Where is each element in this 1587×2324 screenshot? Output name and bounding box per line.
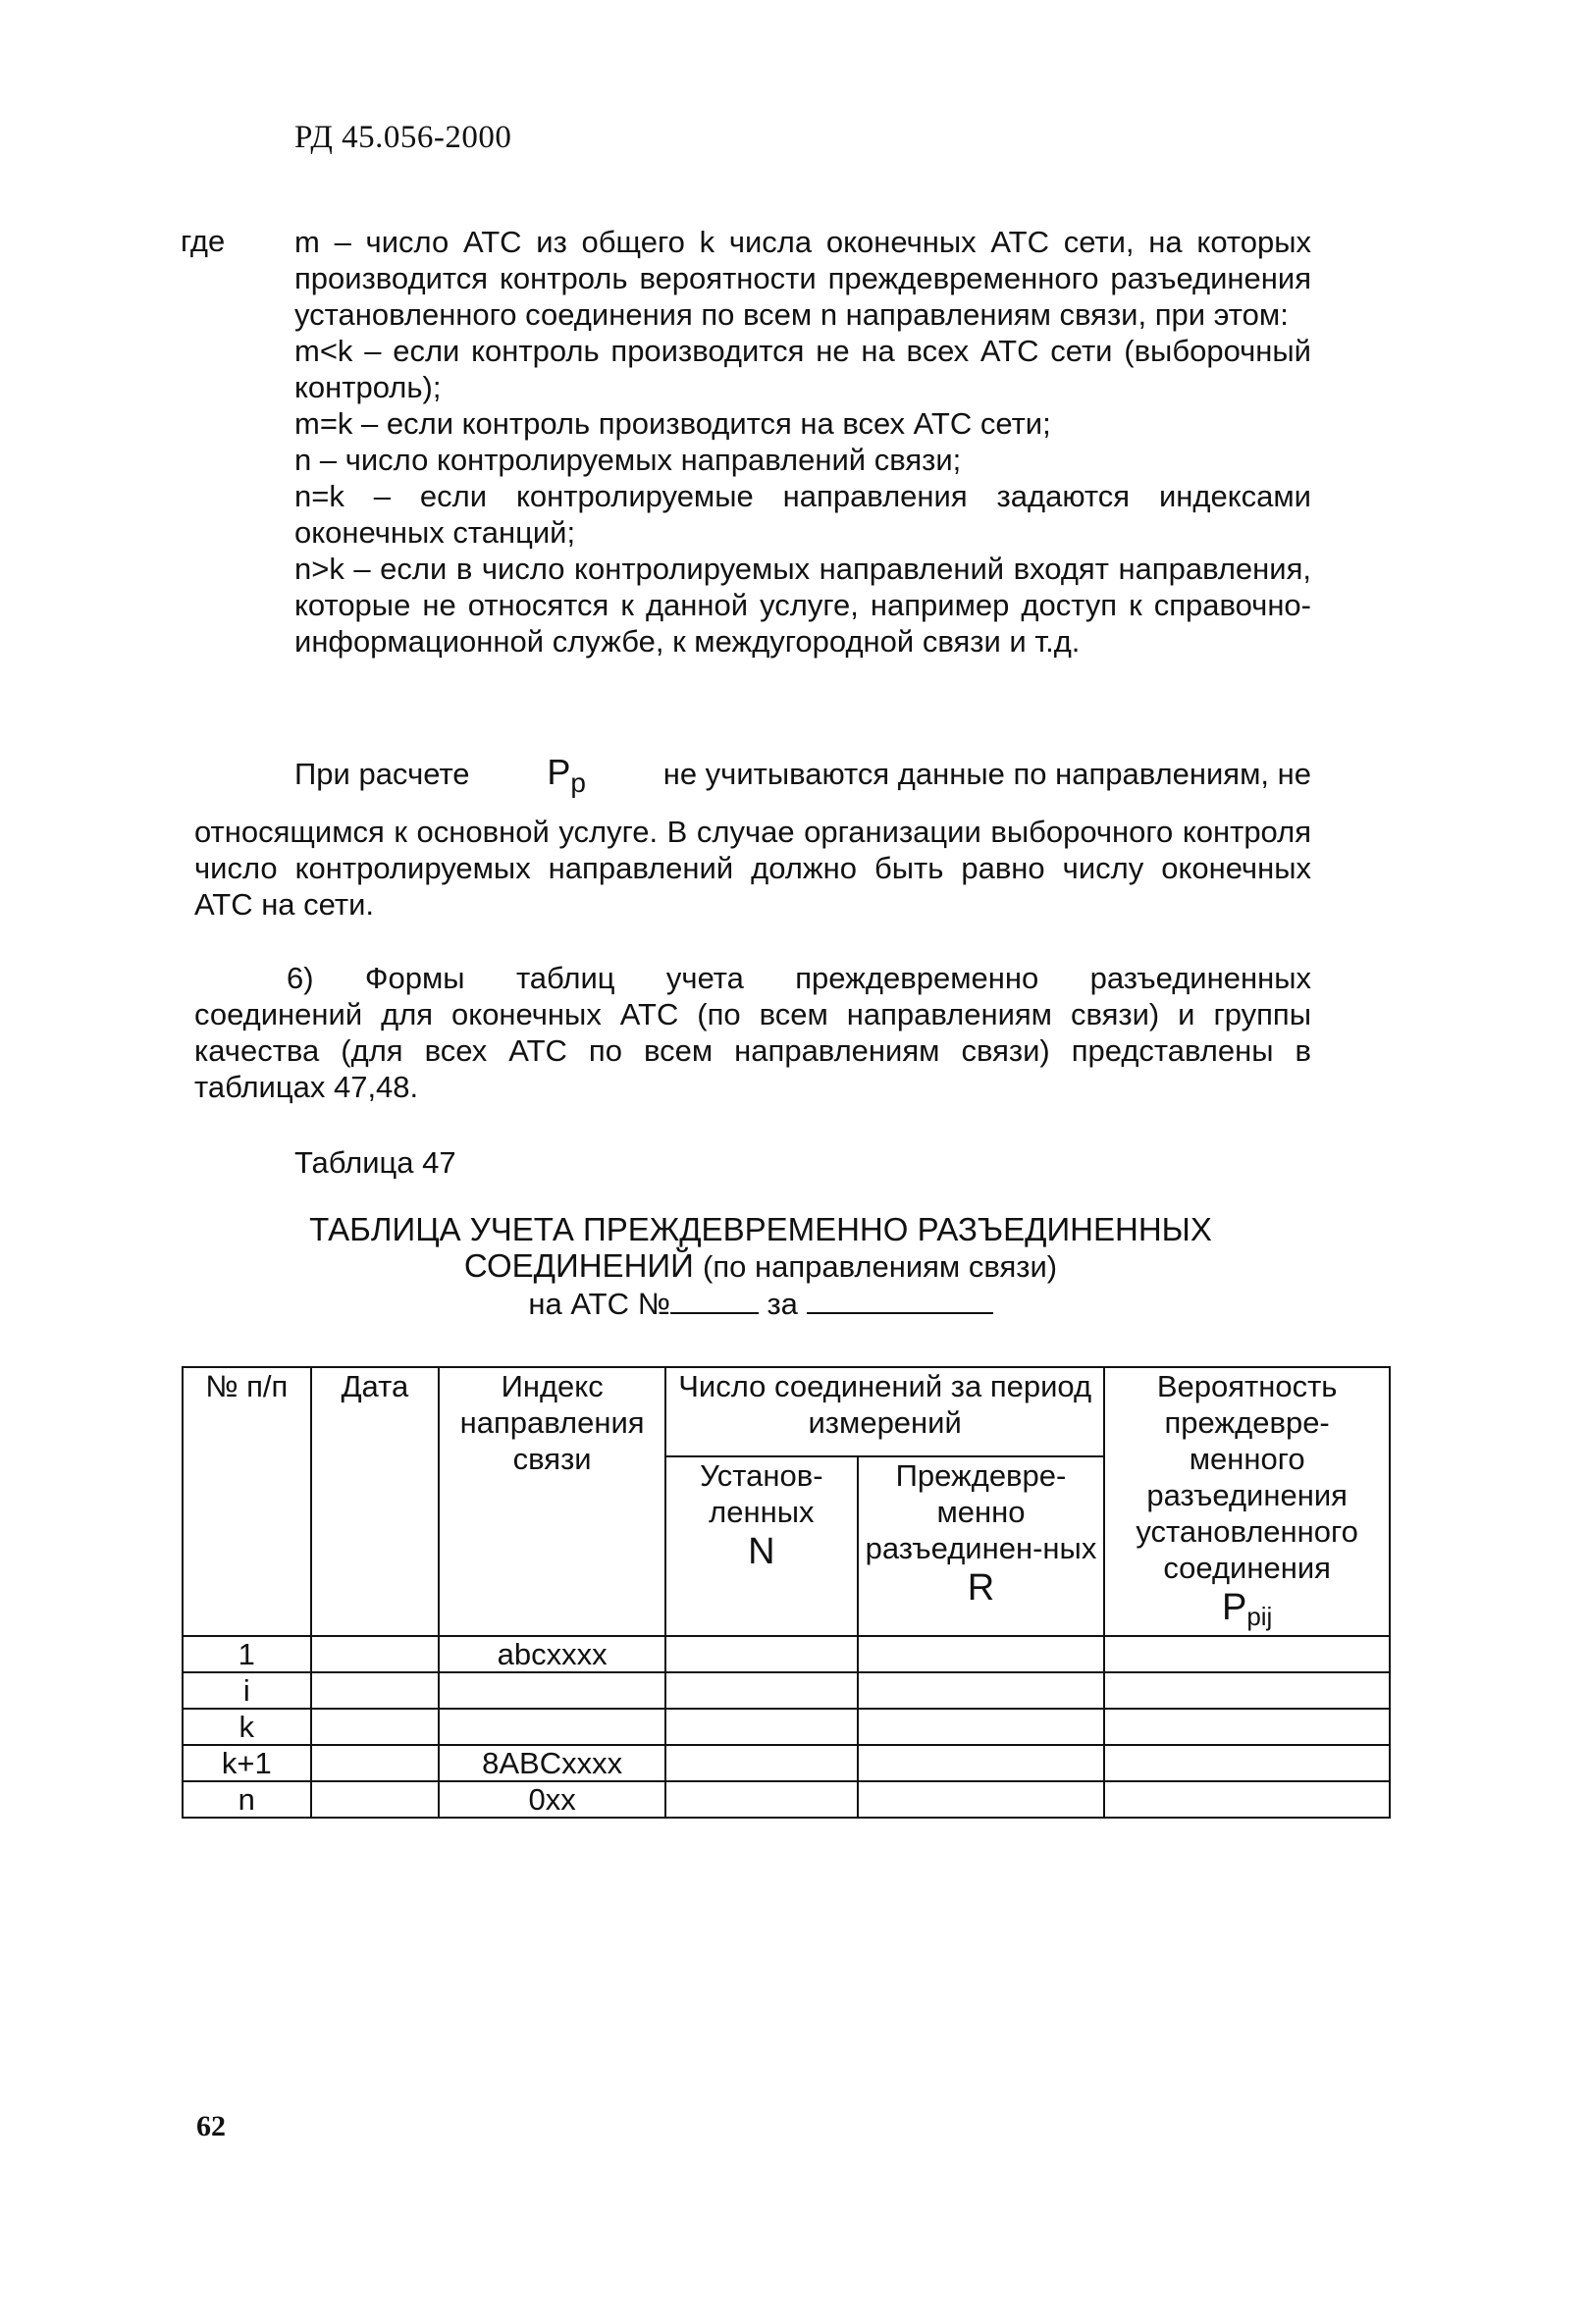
cell-p: [1104, 1709, 1390, 1745]
definition-m-less-k: m<k – если контроль производится не на всех АТС сети (выборочный контроль);: [294, 334, 1311, 404]
header-connections-group: Число соединений за период измерений: [665, 1367, 1104, 1456]
cell-num: k: [183, 1709, 311, 1745]
cell-n: [665, 1781, 858, 1818]
cell-num: i: [183, 1672, 311, 1709]
r-symbol: R: [967, 1566, 995, 1609]
header-probability-label: Вероятность преждевре-менного разъединения установленного соединения: [1136, 1369, 1358, 1585]
table-label: Таблица 47: [294, 1145, 456, 1180]
cell-num: 1: [183, 1636, 311, 1672]
definition-m-equals-k: m=k – если контроль производится на всех АТС сети;: [294, 406, 1051, 441]
ats-number-blank: [670, 1285, 759, 1314]
cell-date: [311, 1745, 440, 1781]
pr-symbol: $P_p$: [547, 752, 586, 798]
table-title-line2: СОЕДИНЕНИЙ (по направлениям связи): [463, 1247, 1058, 1284]
cell-date: [311, 1636, 440, 1672]
cell-p: [1104, 1672, 1390, 1709]
where-label: где: [181, 224, 226, 258]
premature-disconnect-table: [182, 1366, 1391, 1819]
cell-date: [311, 1709, 440, 1745]
header-index: Индекс направления связи: [439, 1367, 665, 1636]
cell-index: [439, 1709, 665, 1745]
header-num: № п/п: [183, 1367, 311, 1636]
definition-n-greater-k: n>k – если в число контролируемых направлений входят направления, которые не относятся к данной услуге, например доступ к справочно-информационной службе, к междугородной связи и т.д.: [294, 552, 1311, 659]
header-established: [665, 1456, 858, 1636]
cell-n: [665, 1672, 858, 1709]
table-title-line3: на АТС № за: [255, 1285, 1266, 1322]
cell-r: [858, 1709, 1105, 1745]
table-row: [183, 1709, 1390, 1745]
definition-m: m – число АТС из общего k числа оконечных АТС сети, на которых производится контроль вероятности преждевременного разъединения установленного соединения по всем n направлениям связи, при этом:: [294, 225, 1311, 332]
calc-note-pre: При расчете: [294, 757, 470, 791]
cell-index: [439, 1672, 665, 1709]
cell-index: 8ABCxxxx: [439, 1745, 665, 1781]
cell-n: [665, 1709, 858, 1745]
cell-index: 0xx: [439, 1781, 665, 1818]
table-title-line1: ТАБЛИЦА УЧЕТА ПРЕЖДЕВРЕМЕННО РАЗЪЕДИНЕННЫХ: [309, 1211, 1212, 1247]
table-row: [183, 1672, 1390, 1709]
calc-note-line: [294, 752, 1311, 799]
calc-note-continuation: относящимся к основной услуге. В случае организации выборочного контроля число контролируемых направлений должно быть равно числу оконечных АТС на сети.: [194, 815, 1311, 922]
cell-date: [311, 1781, 440, 1818]
header-date: Дата: [311, 1367, 440, 1636]
cell-date: [311, 1672, 440, 1709]
item-6-rest: соединений для оконечных АТС (по всем направлениям связи) и группы качества (для всех АТС по всем направлениям связи) представлены в таблицах 47,48.: [194, 997, 1311, 1104]
cell-num: k+1: [183, 1745, 311, 1781]
header-premature-label: Преждевре-менно разъединен-ных: [865, 1457, 1097, 1565]
header-premature: [858, 1456, 1105, 1636]
calc-note-post: не учитываются данные по направлениям, не: [662, 757, 1311, 791]
header-probability: [1104, 1367, 1390, 1636]
table-row: [183, 1781, 1390, 1818]
cell-index: abcxxxx: [439, 1636, 665, 1672]
definition-n-equals-k: n=k – если контролируемые направления задаются индексами оконечных станций;: [294, 479, 1311, 550]
page-number: 62: [196, 2110, 226, 2142]
item-6-first-line: 6) Формы таблиц учета преждевременно разъединенных: [287, 961, 1311, 995]
definition-n: n – число контролируемых направлений связи;: [294, 443, 962, 477]
n-symbol: N: [748, 1530, 775, 1572]
item-6-paragraph: [194, 960, 1311, 1105]
period-blank: [807, 1285, 993, 1314]
ppij-symbol: $P_{pij}$: [1221, 1587, 1273, 1631]
cell-n: [665, 1745, 858, 1781]
definitions-list: [294, 224, 1311, 660]
cell-p: [1104, 1781, 1390, 1818]
cell-p: [1104, 1745, 1390, 1781]
document-code: РД 45.056-2000: [294, 120, 512, 155]
cell-r: [858, 1745, 1105, 1781]
cell-n: [665, 1636, 858, 1672]
header-established-label: Установ-ленных: [700, 1457, 823, 1529]
table-row: [183, 1745, 1390, 1781]
cell-r: [858, 1781, 1105, 1818]
table-row: [183, 1636, 1390, 1672]
cell-r: [858, 1636, 1105, 1672]
cell-p: [1104, 1636, 1390, 1672]
cell-r: [858, 1672, 1105, 1709]
cell-num: n: [183, 1781, 311, 1818]
table-title: [255, 1211, 1266, 1322]
